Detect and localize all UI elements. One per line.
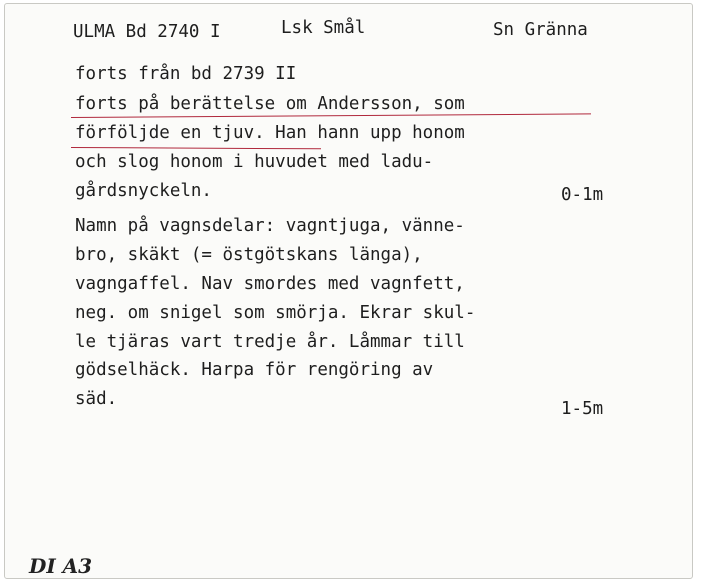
text-line: neg. om snigel som smörja. Ekrar skul- [75, 303, 476, 323]
text-line: gödselhäck. Harpa för rengöring av [75, 360, 434, 380]
text-line: säd. [75, 389, 118, 409]
parish-label: Sn Gränna [493, 20, 588, 40]
index-card [4, 3, 693, 579]
text-line: Namn på vagnsdelar: vagntjuga, vänne- [75, 216, 465, 236]
text-line: och slog honom i huvudet med ladu- [75, 152, 434, 172]
classification-code: 1-5m [561, 399, 604, 419]
text-line: förföljde en tjuv. Han hann upp honom [75, 123, 465, 143]
archive-number: ULMA Bd 2740 I [73, 22, 221, 42]
text-line: forts på berättelse om Andersson, som [75, 94, 465, 114]
classification-code: 0-1m [561, 185, 604, 205]
region-label: Lsk Smål [281, 18, 366, 38]
text-line: le tjäras vart tredje år. Låmmar till [75, 332, 465, 352]
red-underline [71, 147, 321, 149]
text-line: vagngaffel. Nav smordes med vagnfett, [75, 274, 465, 294]
text-line: bro, skäkt (= östgötskans länga), [75, 245, 423, 265]
red-underline [71, 113, 591, 118]
text-line: gårdsnyckeln. [75, 181, 212, 201]
handwritten-note: DI A3 [29, 554, 93, 578]
text-line: forts från bd 2739 II [75, 64, 297, 84]
